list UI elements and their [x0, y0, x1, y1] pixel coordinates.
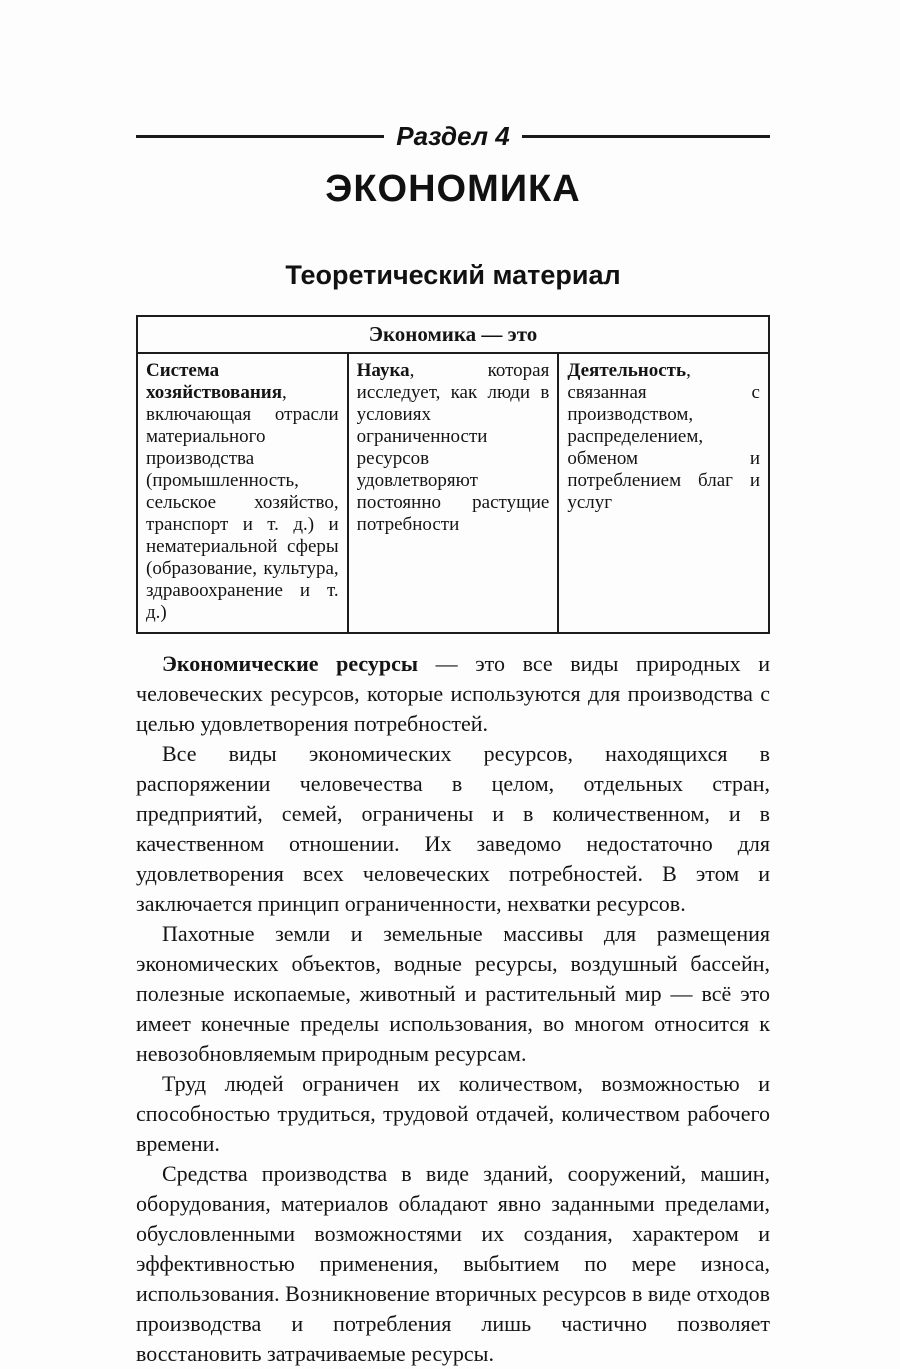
definition-cell-science: [348, 353, 559, 633]
section-rule-left: [136, 135, 384, 138]
table-header-cell: Экономика — это: [137, 316, 769, 353]
table-body-row: [137, 353, 769, 633]
definition-text: , которая исследует, как люди в условиях ограниченности ресурсов удовлетворяют постоянно растущие потребности: [356, 360, 550, 535]
section-rule-right: [522, 135, 770, 138]
definition-table: [136, 315, 770, 634]
paragraph-natural-resources: Пахотные земли и земельные массивы для размещения экономических объектов, водные ресурсы, воздушный бассейн, полезные ископаемые, животный и растительный мир — всё это имеет конечные пределы использования, во многом относится к невозобновляемым природным ресурсам.: [136, 921, 770, 1066]
definition-text: , включающая отрасли материального производства (промышленность, сельское хозяйство, транспорт и т. д.) и нематериальной сферы (образование, культура, здравоохранение и т. д.): [146, 382, 339, 623]
paragraph-text: — это все виды природных и человеческих ресурсов, которые используются для производства с целью удовлетворения потребностей.: [136, 651, 770, 736]
paragraph-labor: Труд людей ограничен их количеством, возможностью и способностью трудиться, трудовой отдачей, количеством рабочего времени.: [136, 1071, 770, 1156]
paragraph-economic-resources: [136, 649, 770, 739]
definition-text: , связанная с производством, распределением, обменом и потреблением благ и услуг: [567, 360, 760, 513]
page-subtitle: Теоретический материал: [285, 260, 621, 290]
definition-cell-system: [137, 353, 348, 633]
definition-lead: Деятельность: [567, 360, 687, 381]
definition-lead: Система хозяйствования: [146, 360, 282, 403]
section-header: [136, 121, 770, 152]
paragraph-means-of-production: Средства производства в виде зданий, сооружений, машин, оборудования, материалов обладают явно заданными пределами, обусловленными возможностями их создания, характером и эффективностью применения, выбытием по мере износа, использования. Возникновение вторичных ресурсов в виде отходов производства и потребления лишь частично позволяет восстановить затрачиваемые ресурсы.: [136, 1161, 770, 1366]
paragraph-lead: Экономические ресурсы: [162, 651, 419, 676]
section-label: Раздел 4: [396, 121, 510, 151]
table-header-row: [137, 316, 769, 353]
definition-cell-activity: [558, 353, 769, 633]
paragraph-resource-limits: Все виды экономических ресурсов, находящихся в распоряжении человечества в целом, отдельных стран, предприятий, семей, ограничены и в количественном, и в качественном отношении. Их заведомо недостаточно для удовлетворения всех человеческих потребностей. В этом и заключается принцип ограниченности, нехватки ресурсов.: [136, 741, 770, 916]
page-title: ЭКОНОМИКА: [325, 168, 581, 210]
definition-lead: Наука: [356, 360, 410, 381]
body-text: [136, 649, 770, 1369]
page-content: [136, 121, 770, 1369]
